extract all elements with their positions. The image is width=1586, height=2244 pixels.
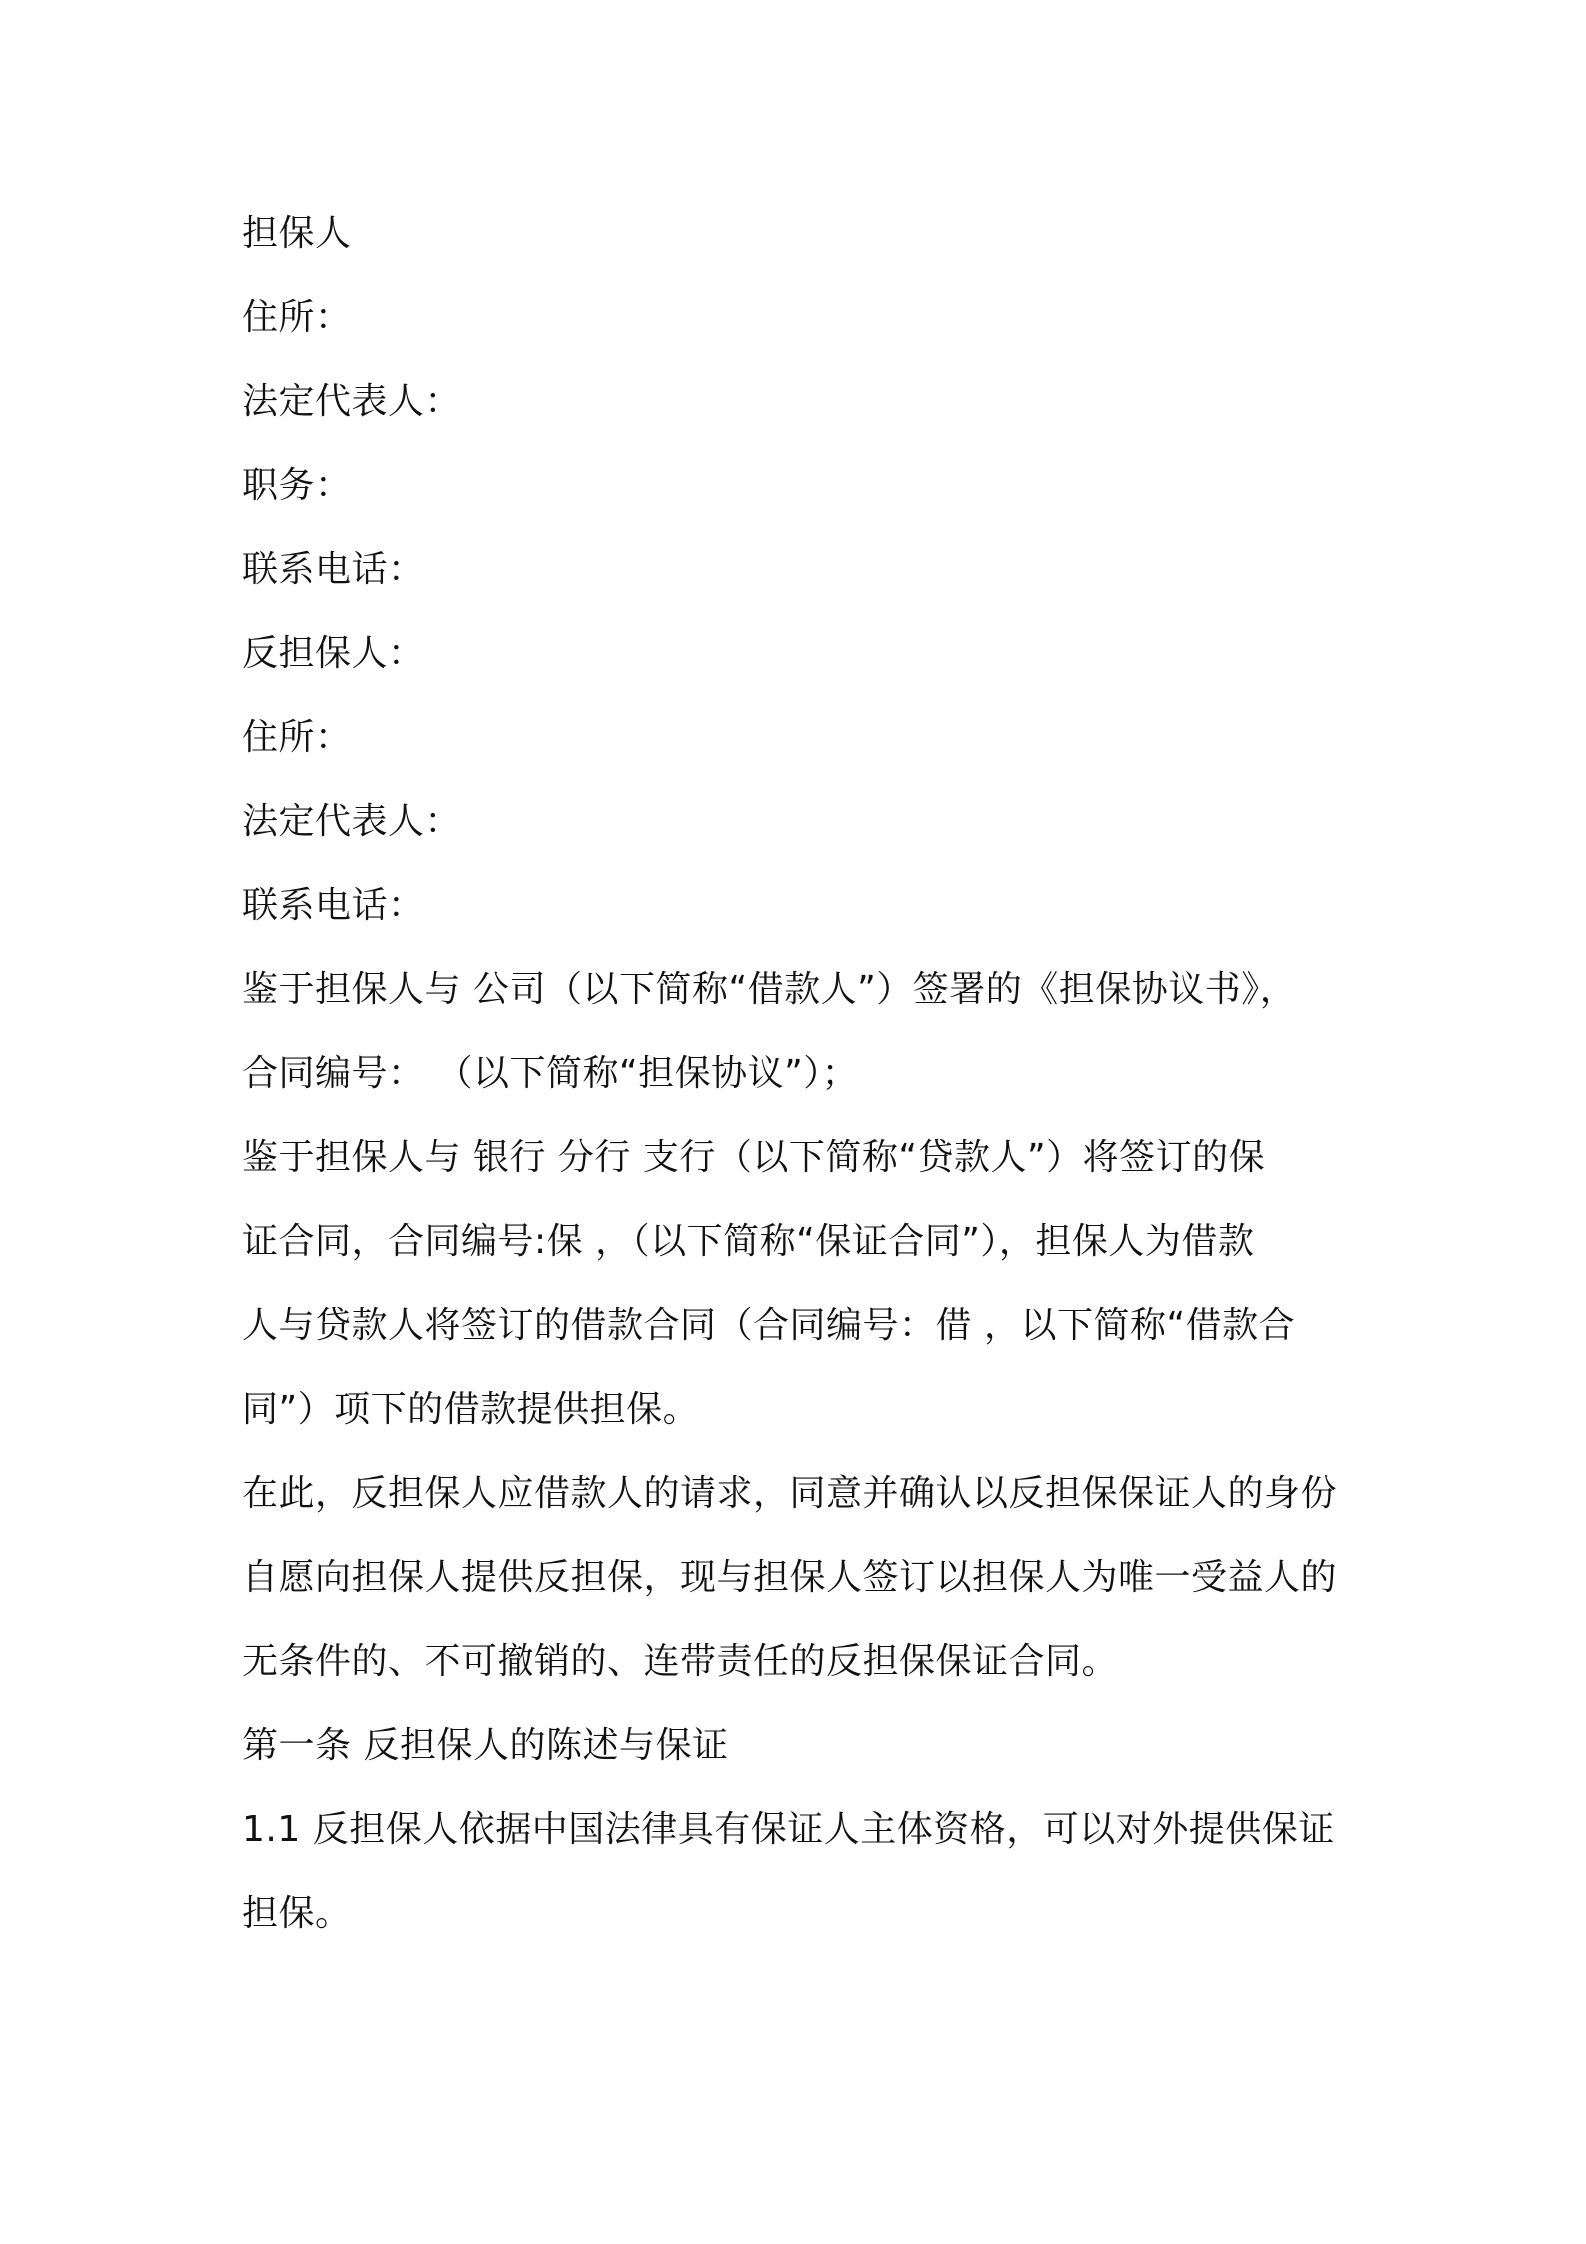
field-counter-guarantor: 反担保人： xyxy=(242,633,425,674)
paragraph-line: 人与贷款人将签订的借款合同（合同编号：借 ，以下简称“借款合 xyxy=(242,1305,1296,1346)
field-guarantor-phone: 联系电话： xyxy=(242,549,425,590)
paragraph-counter-guarantee-intent xyxy=(242,1452,1357,1704)
paragraph-line: 自愿向担保人提供反担保，现与担保人签订以担保人为唯一受益人的 xyxy=(242,1557,1338,1598)
paragraph-guarantee-agreement xyxy=(242,948,1357,1116)
field-guarantor-address: 住所： xyxy=(242,297,352,338)
field-counter-guarantor-phone: 联系电话： xyxy=(242,885,425,926)
paragraph-line: 鉴于担保人与 公司（以下简称“借款人”）签署的《担保协议书》， xyxy=(242,969,1297,1010)
section-heading: 第一条 反担保人的陈述与保证 xyxy=(242,1725,729,1766)
paragraph-line: 合同编号： （以下简称“担保协议”）； xyxy=(242,1053,859,1094)
field-guarantor-position: 职务： xyxy=(242,465,352,506)
clause-1-1 xyxy=(242,1788,1357,1956)
field-guarantor-legal-rep: 法定代表人： xyxy=(242,381,462,422)
paragraph-line: 无条件的、不可撤销的、连带责任的反担保保证合同。 xyxy=(242,1641,1119,1682)
paragraph-line: 同”）项下的借款提供担保。 xyxy=(242,1389,700,1430)
paragraph-line: 在此，反担保人应借款人的请求，同意并确认以反担保保证人的身份 xyxy=(242,1473,1338,1514)
field-counter-guarantor-address: 住所： xyxy=(242,717,352,758)
document-body xyxy=(242,192,1357,1956)
field-counter-guarantor-legal-rep: 法定代表人： xyxy=(242,801,462,842)
article-one-heading xyxy=(242,1704,1357,1788)
paragraph-line: 证合同，合同编号:保 ，（以下简称“保证合同”），担保人为借款 xyxy=(242,1221,1255,1262)
paragraph-guarantee-contract xyxy=(242,1116,1357,1452)
header-fields xyxy=(242,192,1357,948)
paragraph-line: 鉴于担保人与 银行 分行 支行（以下简称“贷款人”）将签订的保 xyxy=(242,1137,1266,1178)
field-guarantor: 担保人 xyxy=(242,213,352,254)
paragraph-line: 担保。 xyxy=(242,1893,352,1934)
paragraph-line: 1.1 反担保人依据中国法律具有保证人主体资格，可以对外提供保证 xyxy=(242,1809,1335,1850)
